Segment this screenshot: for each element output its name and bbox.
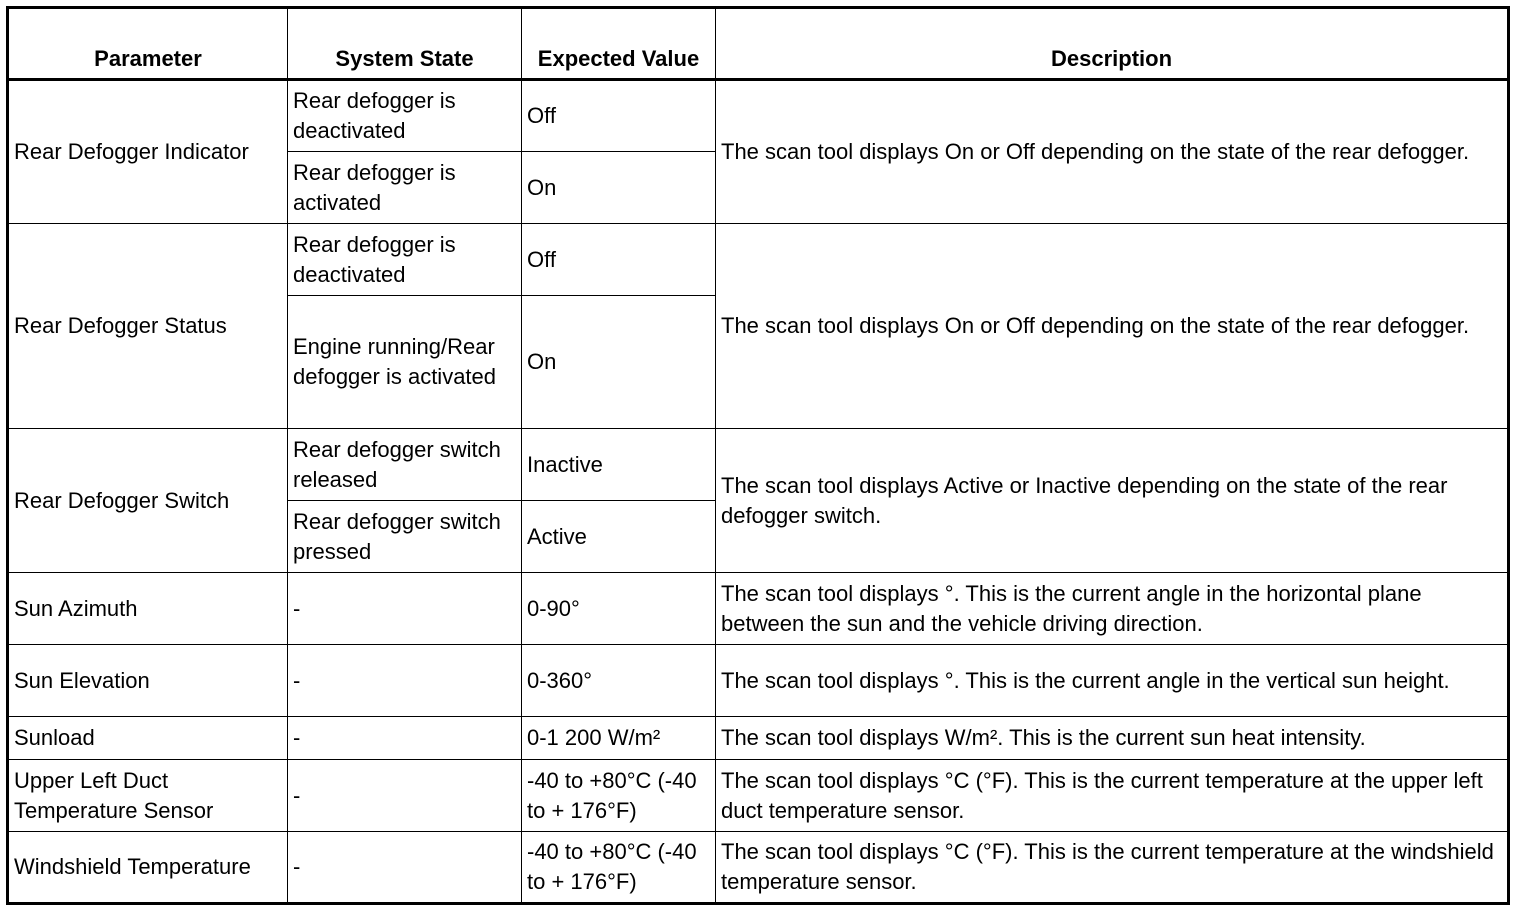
table-row — [8, 224, 1509, 296]
expected-value-cell: -40 to +80°C (-40 to + 176°F) — [522, 760, 716, 832]
expected-value-cell: Off — [522, 224, 716, 296]
expected-value-cell: On — [522, 152, 716, 224]
description-cell: The scan tool displays Active or Inactive depending on the state of the rear defogger switch. — [716, 429, 1509, 573]
header-expected-value: Expected Value — [522, 8, 716, 80]
system-state-cell: Engine running/Rear defogger is activated — [288, 296, 522, 429]
parameter-cell: Rear Defogger Status — [8, 224, 288, 429]
description-cell: The scan tool displays °. This is the current angle in the vertical sun height. — [716, 645, 1509, 717]
expected-value-cell: On — [522, 296, 716, 429]
system-state-cell: Rear defogger switch pressed — [288, 501, 522, 573]
system-state-cell: Rear defogger is activated — [288, 152, 522, 224]
description-cell: The scan tool displays On or Off depending on the state of the rear defogger. — [716, 224, 1509, 429]
header-parameter: Parameter — [8, 8, 288, 80]
system-state-cell: Rear defogger switch released — [288, 429, 522, 501]
system-state-cell: - — [288, 717, 522, 760]
expected-value-cell: Inactive — [522, 429, 716, 501]
system-state-cell: - — [288, 832, 522, 904]
table-row — [8, 429, 1509, 501]
parameter-cell: Sunload — [8, 717, 288, 760]
table-row — [8, 573, 1509, 645]
expected-value-cell: Off — [522, 80, 716, 152]
parameter-cell: Sun Elevation — [8, 645, 288, 717]
description-cell: The scan tool displays °. This is the current angle in the horizontal plane between the sun and the vehicle driving direction. — [716, 573, 1509, 645]
table-body — [8, 80, 1509, 904]
expected-value-cell: Active — [522, 501, 716, 573]
parameter-cell: Sun Azimuth — [8, 573, 288, 645]
system-state-cell: Rear defogger is deactivated — [288, 224, 522, 296]
system-state-cell: Rear defogger is deactivated — [288, 80, 522, 152]
parameter-cell: Upper Left Duct Temperature Sensor — [8, 760, 288, 832]
table-header — [8, 8, 1509, 80]
parameter-table — [6, 6, 1510, 905]
description-cell: The scan tool displays °C (°F). This is the current temperature at the upper left duct temperature sensor. — [716, 760, 1509, 832]
parameter-cell: Rear Defogger Switch — [8, 429, 288, 573]
parameter-cell: Windshield Temperature — [8, 832, 288, 904]
header-system-state: System State — [288, 8, 522, 80]
table-row — [8, 645, 1509, 717]
table-row — [8, 760, 1509, 832]
expected-value-cell: 0-360° — [522, 645, 716, 717]
description-cell: The scan tool displays On or Off depending on the state of the rear defogger. — [716, 80, 1509, 224]
table-row — [8, 832, 1509, 904]
expected-value-cell: 0-1 200 W/m² — [522, 717, 716, 760]
description-cell: The scan tool displays W/m². This is the current sun heat intensity. — [716, 717, 1509, 760]
table-row — [8, 717, 1509, 760]
expected-value-cell: 0-90° — [522, 573, 716, 645]
system-state-cell: - — [288, 645, 522, 717]
expected-value-cell: -40 to +80°C (-40 to + 176°F) — [522, 832, 716, 904]
system-state-cell: - — [288, 573, 522, 645]
header-row — [8, 8, 1509, 80]
description-cell: The scan tool displays °C (°F). This is the current temperature at the windshield temperature sensor. — [716, 832, 1509, 904]
system-state-cell: - — [288, 760, 522, 832]
parameter-cell: Rear Defogger Indicator — [8, 80, 288, 224]
header-description: Description — [716, 8, 1509, 80]
table-row — [8, 80, 1509, 152]
